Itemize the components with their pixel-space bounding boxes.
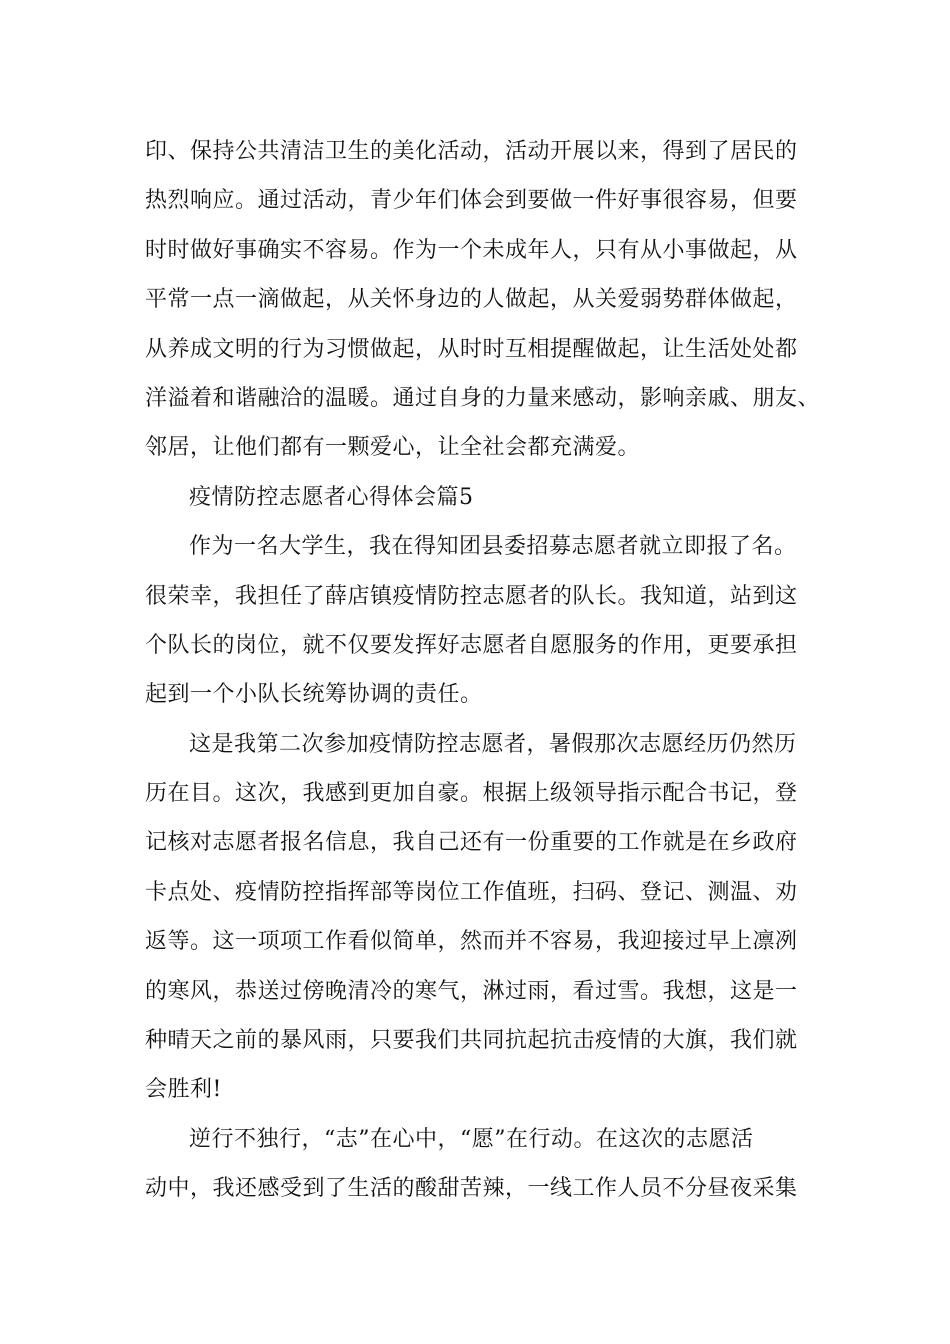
text-line: 洋溢着和谐融洽的温暖。通过自身的力量来感动，影响亲戚、朋友、 [145,385,821,411]
text-line: 的寒风，恭送过傍晚清冷的寒气，淋过雨，看过雪。我想，这是一 [145,978,798,1004]
text-line: 卡点处、疫情防控指挥部等岗位工作值班，扫码、登记、测温、劝 [145,879,798,905]
text-line: 平常一点一滴做起，从关怀身边的人做起，从关爱弱势群体做起， [145,287,798,313]
text-line: 会胜利! [145,1077,222,1103]
text-line: 作为一名大学生，我在得知团县委招募志愿者就立即报了名。 [189,534,797,560]
text-line: 印、保持公共清洁卫生的美化活动，活动开展以来，得到了居民的 [145,139,798,164]
text-line: 这是我第二次参加疫情防控志愿者，暑假那次志愿经历仍然历 [189,731,797,757]
text-line: 记核对志愿者报名信息，我自己还有一份重要的工作就是在乡政府 [145,830,798,856]
text-line: 邻居，让他们都有一颗爱心，让全社会都充满爱。 [145,435,641,461]
text-line: 时时做好事确实不容易。作为一个未成年人，只有从小事做起，从 [145,237,798,263]
text-line: 历在目。这次，我感到更加自豪。根据上级领导指示配合书记，登 [145,781,798,807]
section-heading: 疫情防控志愿者心得体会篇5 [189,484,474,510]
text-line: 热烈响应。通过活动，青少年们体会到要做一件好事很容易，但要 [145,188,798,214]
text-line: 种晴天之前的暴风雨，只要我们共同抗起抗击疫情的大旗，我们就 [145,1028,798,1054]
text-line: 很荣幸，我担任了薛店镇疫情防控志愿者的队长。我知道，站到这 [145,583,798,609]
text-line: 动中，我还感受到了生活的酸甜苦辣，一线工作人员不分昼夜采集 [145,1176,798,1202]
text-line: 个队长的岗位，就不仅要发挥好志愿者自愿服务的作用，更要承担 [145,632,798,658]
body-text [145,127,825,1214]
text-line: 从养成文明的行为习惯做起，从时时互相提醒做起，让生活处处都 [145,336,798,362]
text-line: 逆行不独行，“志”在心中，“愿”在行动。在这次的志愿活 [189,1126,754,1152]
text-line: 返等。这一项项工作看似简单，然而并不容易，我迎接过早上凛冽 [145,929,798,955]
text-line: 起到一个小队长统筹协调的责任。 [145,682,483,708]
